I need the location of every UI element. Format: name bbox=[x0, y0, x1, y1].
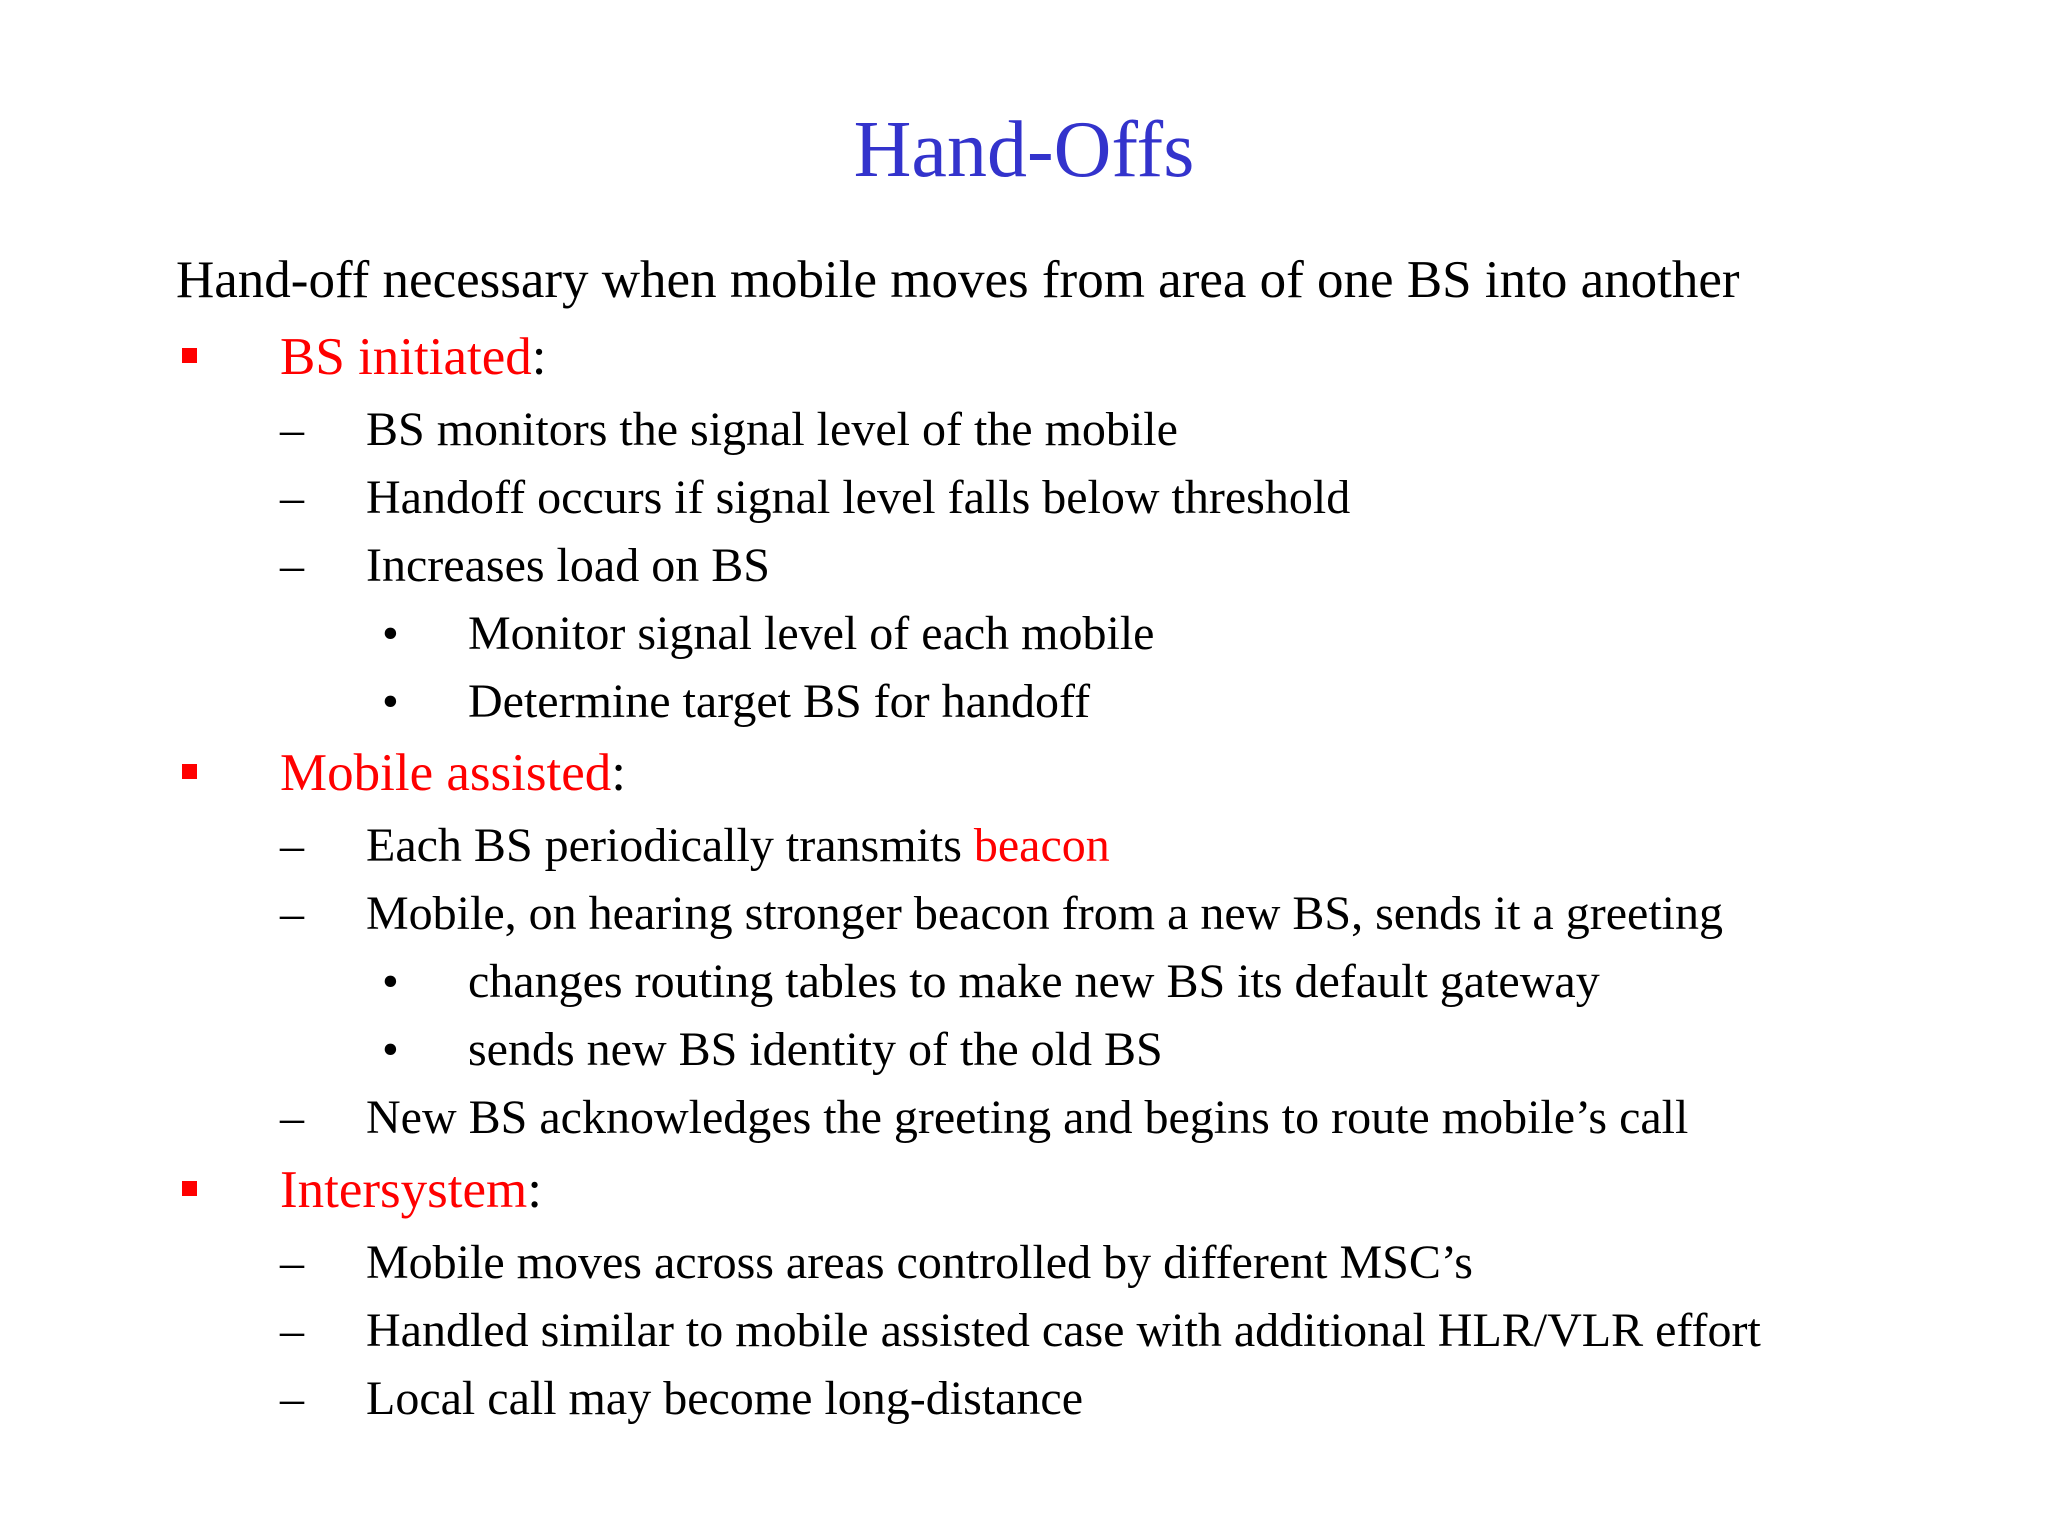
list-item: BS monitors the signal level of the mobile bbox=[366, 403, 1178, 456]
section-heading-label: Mobile assisted bbox=[280, 744, 612, 802]
bullet-icon: • bbox=[382, 607, 399, 660]
sub-list-item: changes routing tables to make new BS its default gateway bbox=[468, 955, 1600, 1008]
dash-icon: – bbox=[280, 1304, 304, 1357]
highlight-text: beacon bbox=[973, 819, 1110, 872]
section-heading bbox=[280, 325, 546, 389]
bullet-icon: • bbox=[382, 1023, 399, 1076]
dash-icon: – bbox=[280, 1091, 304, 1144]
section-heading bbox=[280, 1158, 542, 1222]
heading-colon: : bbox=[611, 744, 626, 802]
sub-list-item: Monitor signal level of each mobile bbox=[468, 607, 1155, 660]
bullet-icon: • bbox=[382, 675, 399, 728]
dash-icon: – bbox=[280, 403, 304, 456]
dash-icon: – bbox=[280, 1236, 304, 1289]
list-item: Handoff occurs if signal level falls below threshold bbox=[366, 471, 1351, 524]
dash-icon: – bbox=[280, 1372, 304, 1425]
list-item bbox=[366, 816, 1110, 876]
heading-colon: : bbox=[531, 328, 547, 386]
square-bullet-icon bbox=[182, 764, 197, 779]
dash-icon: – bbox=[280, 887, 304, 940]
list-item: Local call may become long-distance bbox=[366, 1372, 1084, 1425]
slide-title: Hand-Offs bbox=[853, 106, 1195, 194]
dash-icon: – bbox=[280, 819, 304, 872]
section-heading bbox=[280, 741, 626, 805]
list-item: Mobile moves across areas controlled by different MSC’s bbox=[366, 1236, 1473, 1289]
list-item: Increases load on BS bbox=[366, 539, 770, 592]
section-heading-label: BS initiated bbox=[280, 328, 532, 386]
square-bullet-icon bbox=[182, 348, 197, 363]
heading-colon: : bbox=[527, 1161, 543, 1219]
list-item-text: Each BS periodically transmits bbox=[366, 819, 974, 872]
list-item: Mobile, on hearing stronger beacon from a new BS, sends it a greeting bbox=[366, 887, 1723, 940]
bullet-icon: • bbox=[382, 955, 399, 1008]
section-heading-label: Intersystem bbox=[280, 1161, 528, 1219]
dash-icon: – bbox=[280, 539, 304, 592]
dash-icon: – bbox=[280, 471, 304, 524]
list-item: Handled similar to mobile assisted case with additional HLR/VLR effort bbox=[366, 1304, 1761, 1357]
square-bullet-icon bbox=[182, 1181, 197, 1196]
intro-text: Hand-off necessary when mobile moves from area of one BS into another bbox=[176, 251, 1740, 309]
sub-list-item: Determine target BS for handoff bbox=[468, 675, 1091, 728]
sub-list-item: sends new BS identity of the old BS bbox=[468, 1023, 1163, 1076]
list-item: New BS acknowledges the greeting and begins to route mobile’s call bbox=[366, 1091, 1689, 1144]
